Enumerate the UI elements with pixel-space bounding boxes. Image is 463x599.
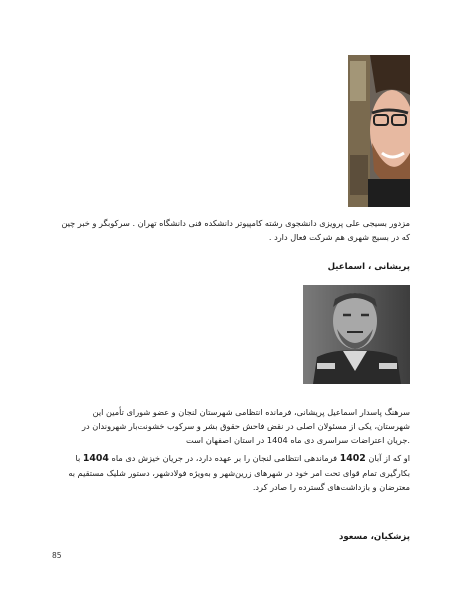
- page-number: 85: [52, 551, 62, 560]
- person1-photo: [348, 55, 410, 207]
- year-1402: 1402: [339, 453, 366, 464]
- person2-detail-part2: فرماندهی انتظامی لنجان را بر عهده دارد، در جریان خیزش دی ماه: [108, 453, 340, 463]
- person2-detail: [58, 451, 410, 494]
- person3-name-heading: پزشکیان، مسعود: [338, 532, 410, 542]
- person2-photo: [303, 285, 410, 384]
- person2-detail-part1: او که از آبان: [365, 453, 410, 463]
- person2-name-heading: پریشانی ، اسماعیل: [327, 262, 410, 272]
- year-1404: 1404: [82, 453, 109, 464]
- person2-detail-part3: با بکارگیری تمام قوای تحت امر خود در شهرهای زرین‌شهر و به‌ویژه فولادشهر، دستور شلیک مستقیم به معترضان و بازداشت‌های گسترده را صادر کرد.: [68, 453, 410, 492]
- person1-bio: مزدور بسیجی علی پرویزی دانشجوی رشته کامپیوتر دانشکده فنی دانشگاه تهران . سرکوبگر و خبر چین که در بسیج شهری هم شرکت فعال دارد .: [61, 218, 410, 242]
- person2-bio: سرهنگ پاسدار اسماعیل پریشانی، فرمانده انتظامی شهرستان لنجان و عضو شورای تأمین این شهرستان، یکی از مسئولان اصلی در نقض فاحش حقوق بشر و سرکوب خشونت‌بار شهروندان در .جریان اعتراضات سراسری دی ماه 1404 در استان اصفهان است: [82, 407, 410, 445]
